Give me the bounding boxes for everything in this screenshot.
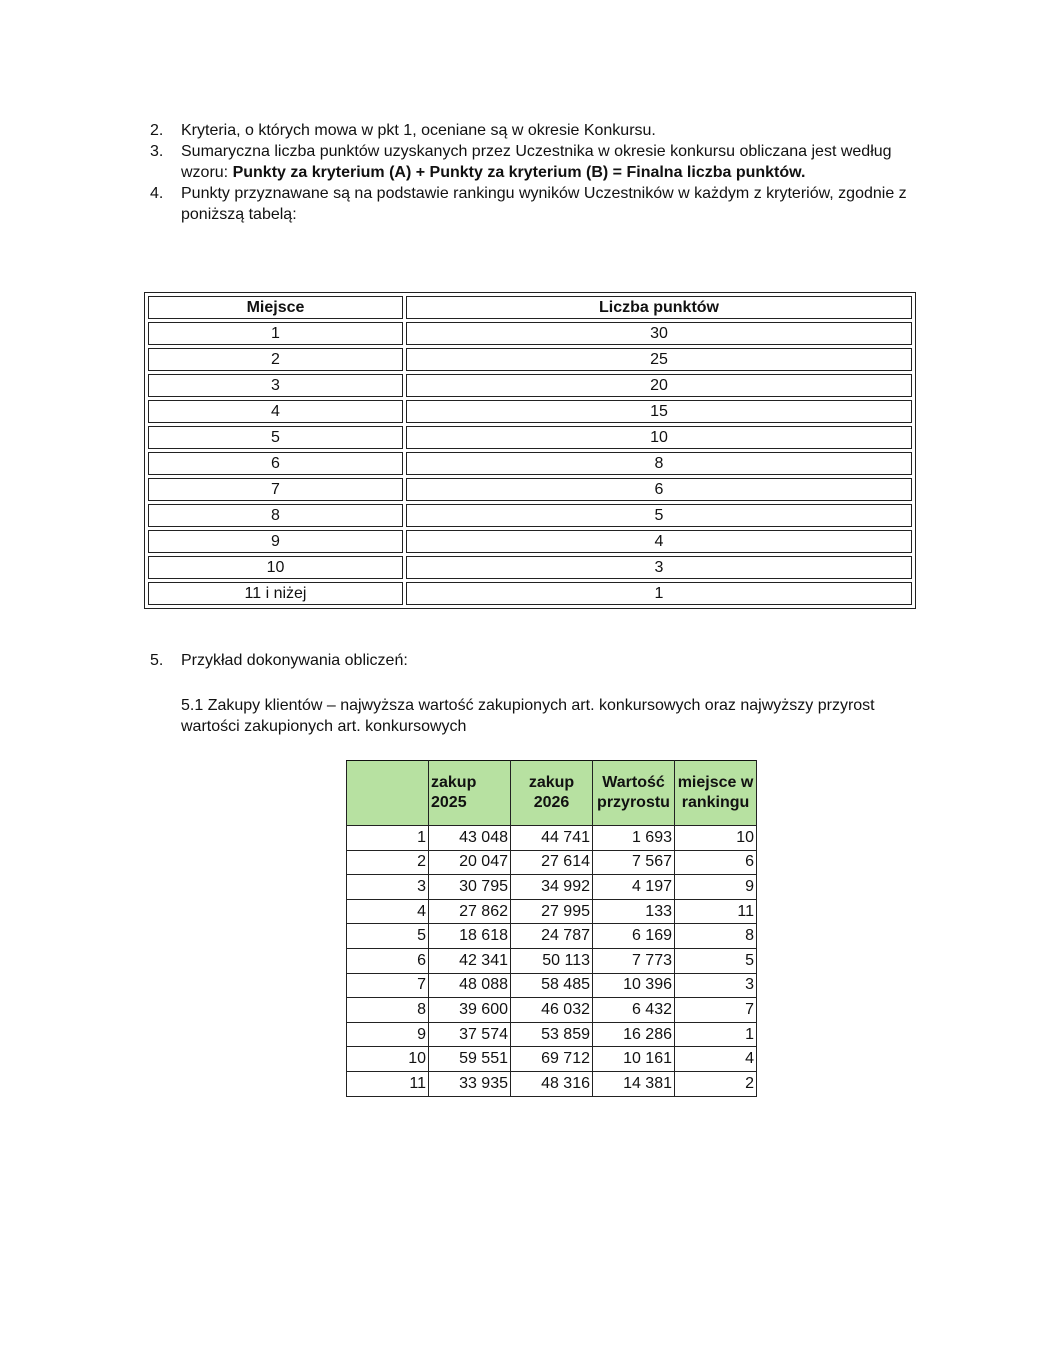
list-number: 4. xyxy=(150,185,164,202)
points-row xyxy=(148,400,912,423)
ranking-cell: 10 xyxy=(675,826,757,851)
przyrost-cell: 6 432 xyxy=(593,998,675,1023)
zakup-2025-cell: 42 341 xyxy=(429,948,511,973)
list-item-3 xyxy=(150,141,925,183)
header-wartosc-przyrostu: Wartość przyrostu xyxy=(593,761,675,826)
points-cell: 10 xyxy=(406,426,912,449)
example-row xyxy=(347,826,757,851)
przyrost-cell: 7 567 xyxy=(593,850,675,875)
index-cell: 2 xyxy=(347,850,429,875)
zakup-2025-cell: 20 047 xyxy=(429,850,511,875)
example-row xyxy=(347,948,757,973)
points-cell: 30 xyxy=(406,322,912,345)
subsection-5-1: 5.1 Zakupy klientów – najwyższa wartość zakupionych art. konkursowych oraz najwyższy przyrost wartości zakupionych art. konkursowych xyxy=(181,697,875,735)
points-row xyxy=(148,504,912,527)
ranking-cell: 1 xyxy=(675,1022,757,1047)
przyrost-cell: 7 773 xyxy=(593,948,675,973)
zakup-2026-cell: 46 032 xyxy=(511,998,593,1023)
points-row xyxy=(148,348,912,371)
points-row xyxy=(148,556,912,579)
place-cell: 6 xyxy=(148,452,403,475)
points-row xyxy=(148,452,912,475)
header-place: Miejsce xyxy=(148,296,403,319)
list-number: 5. xyxy=(150,652,164,669)
example-row xyxy=(347,1071,757,1096)
przyrost-cell: 6 169 xyxy=(593,924,675,949)
ranking-cell: 3 xyxy=(675,973,757,998)
list-item-2 xyxy=(150,120,925,141)
example-row xyxy=(347,1047,757,1072)
points-cell: 5 xyxy=(406,504,912,527)
example-row xyxy=(347,875,757,900)
example-row xyxy=(347,899,757,924)
ranking-cell: 8 xyxy=(675,924,757,949)
ranking-cell: 9 xyxy=(675,875,757,900)
zakup-2025-cell: 39 600 xyxy=(429,998,511,1023)
points-row xyxy=(148,374,912,397)
zakup-2025-cell: 27 862 xyxy=(429,899,511,924)
index-cell: 7 xyxy=(347,973,429,998)
list-item-5 xyxy=(150,650,956,671)
place-cell: 2 xyxy=(148,348,403,371)
zakup-2025-cell: 18 618 xyxy=(429,924,511,949)
points-row xyxy=(148,530,912,553)
przyrost-cell: 10 396 xyxy=(593,973,675,998)
list-text: Punkty przyznawane są na podstawie rankingu wyników Uczestników w każdym z kryteriów, zgodnie z poniższą tabelą: xyxy=(181,185,907,223)
example-row xyxy=(347,1022,757,1047)
ranking-cell: 11 xyxy=(675,899,757,924)
zakup-2025-cell: 33 935 xyxy=(429,1071,511,1096)
header-zakup-2025: zakup 2025 xyxy=(429,761,511,826)
example-row xyxy=(347,998,757,1023)
ranking-cell: 7 xyxy=(675,998,757,1023)
zakup-2026-cell: 34 992 xyxy=(511,875,593,900)
points-cell: 25 xyxy=(406,348,912,371)
points-cell: 15 xyxy=(406,400,912,423)
index-cell: 10 xyxy=(347,1047,429,1072)
ranking-cell: 4 xyxy=(675,1047,757,1072)
place-cell: 8 xyxy=(148,504,403,527)
index-cell: 9 xyxy=(347,1022,429,1047)
przyrost-cell: 10 161 xyxy=(593,1047,675,1072)
zakup-2025-cell: 59 551 xyxy=(429,1047,511,1072)
ranking-cell: 5 xyxy=(675,948,757,973)
formula-text: Punkty za kryterium (A) + Punkty za kryterium (B) = Finalna liczba punktów. xyxy=(232,164,806,181)
zakup-2026-cell: 50 113 xyxy=(511,948,593,973)
points-cell: 1 xyxy=(406,582,912,605)
points-row xyxy=(148,478,912,501)
zakup-2026-cell: 69 712 xyxy=(511,1047,593,1072)
ranking-cell: 6 xyxy=(675,850,757,875)
przyrost-cell: 133 xyxy=(593,899,675,924)
index-cell: 8 xyxy=(347,998,429,1023)
place-cell: 10 xyxy=(148,556,403,579)
przyrost-cell: 16 286 xyxy=(593,1022,675,1047)
points-cell: 3 xyxy=(406,556,912,579)
points-row xyxy=(148,582,912,605)
header-miejsce: miejsce w rankingu xyxy=(675,761,757,826)
points-cell: 20 xyxy=(406,374,912,397)
zakup-2026-cell: 53 859 xyxy=(511,1022,593,1047)
place-cell: 3 xyxy=(148,374,403,397)
przyrost-cell: 4 197 xyxy=(593,875,675,900)
example-table-header xyxy=(347,761,757,826)
zakup-2026-cell: 48 316 xyxy=(511,1071,593,1096)
index-cell: 3 xyxy=(347,875,429,900)
zakup-2026-cell: 58 485 xyxy=(511,973,593,998)
zakup-2025-cell: 48 088 xyxy=(429,973,511,998)
list-number: 3. xyxy=(150,143,164,160)
points-table xyxy=(144,292,916,609)
index-cell: 5 xyxy=(347,924,429,949)
list-text: Przykład dokonywania obliczeń: xyxy=(181,652,408,669)
points-cell: 6 xyxy=(406,478,912,501)
list-text: Kryteria, o których mowa w pkt 1, oceniane są w okresie Konkursu. xyxy=(181,122,656,139)
zakup-2025-cell: 30 795 xyxy=(429,875,511,900)
zakup-2026-cell: 27 614 xyxy=(511,850,593,875)
zakup-2025-cell: 43 048 xyxy=(429,826,511,851)
example-row xyxy=(347,850,757,875)
list-text: Sumaryczna liczba punktów uzyskanych przez Uczestnika w okresie konkursu obliczana jest według wzoru: xyxy=(181,143,892,181)
place-cell: 1 xyxy=(148,322,403,345)
place-cell: 9 xyxy=(148,530,403,553)
points-cell: 8 xyxy=(406,452,912,475)
przyrost-cell: 14 381 xyxy=(593,1071,675,1096)
place-cell: 5 xyxy=(148,426,403,449)
list-number: 2. xyxy=(150,122,164,139)
points-row xyxy=(148,426,912,449)
header-points: Liczba punktów xyxy=(406,296,912,319)
index-cell: 1 xyxy=(347,826,429,851)
place-cell: 4 xyxy=(148,400,403,423)
list-item-4 xyxy=(150,183,925,225)
example-row xyxy=(347,973,757,998)
points-row xyxy=(148,322,912,345)
points-cell: 4 xyxy=(406,530,912,553)
index-cell: 11 xyxy=(347,1071,429,1096)
header-index xyxy=(347,761,429,826)
ranking-cell: 2 xyxy=(675,1071,757,1096)
points-table-header xyxy=(148,296,912,319)
zakup-2025-cell: 37 574 xyxy=(429,1022,511,1047)
zakup-2026-cell: 24 787 xyxy=(511,924,593,949)
przyrost-cell: 1 693 xyxy=(593,826,675,851)
index-cell: 6 xyxy=(347,948,429,973)
index-cell: 4 xyxy=(347,899,429,924)
zakup-2026-cell: 44 741 xyxy=(511,826,593,851)
numbered-list xyxy=(150,120,925,225)
place-cell: 11 i niżej xyxy=(148,582,403,605)
example-table xyxy=(346,760,757,1097)
example-row xyxy=(347,924,757,949)
zakup-2026-cell: 27 995 xyxy=(511,899,593,924)
header-zakup-2026: zakup 2026 xyxy=(511,761,593,826)
place-cell: 7 xyxy=(148,478,403,501)
